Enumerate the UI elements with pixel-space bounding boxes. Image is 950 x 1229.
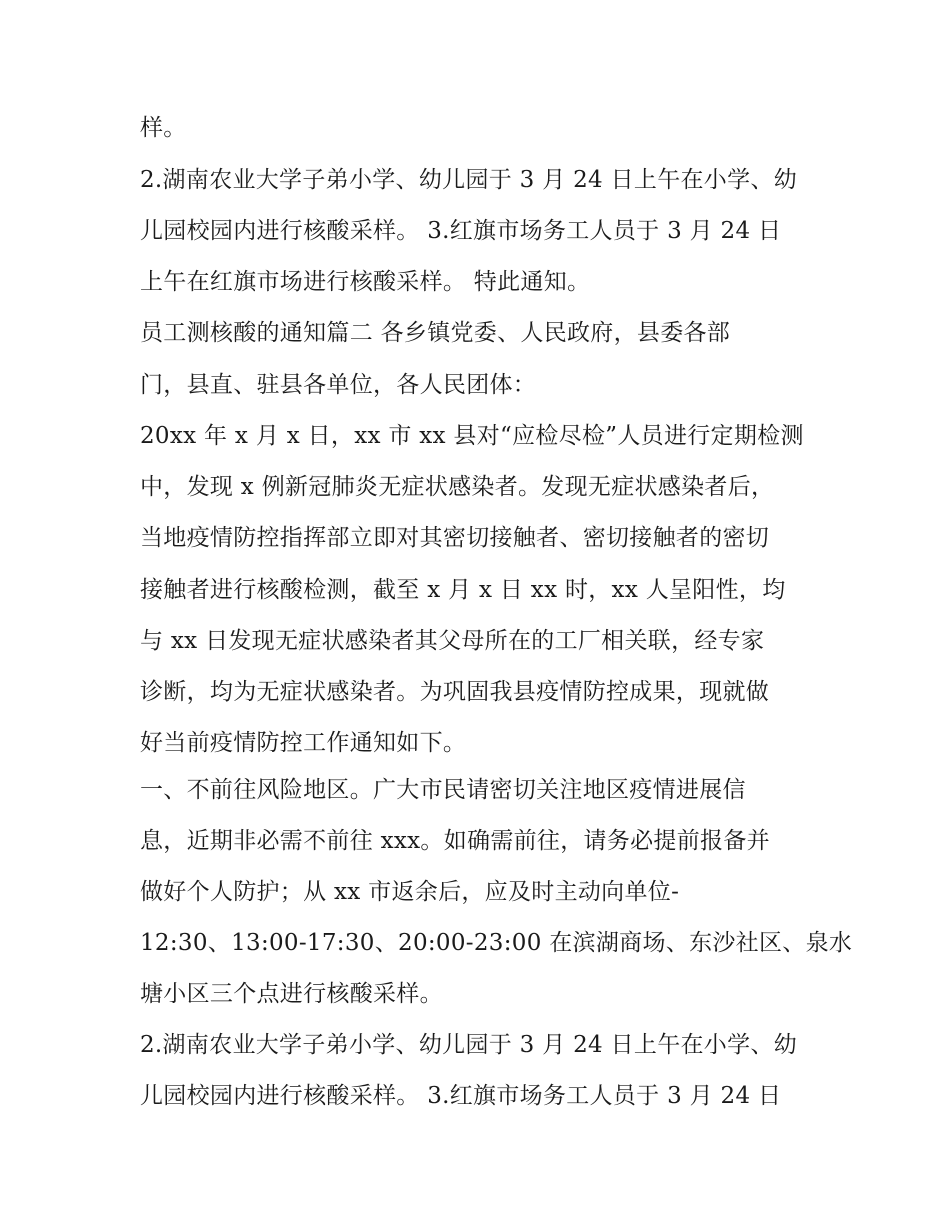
text-line: 诊断，均为无症状感染者。为巩固我县疫情防控成果，现就做 [140,679,770,705]
text-line: 塘小区三个点进行核酸采样。 [140,981,443,1007]
text-line: 中，发现 x 例新冠肺炎无症状感染者。发现无症状感染者后， [140,474,775,500]
text-line: 儿园校园内进行核酸采样。 3.红旗市场务工人员于 3 月 24 日 [140,1083,782,1109]
text-line: 2.湖南农业大学子弟小学、幼儿园于 3 月 24 日上午在小学、幼 [140,167,797,193]
text-line: 员工测核酸的通知篇二 各乡镇党委、人民政府，县委各部 [140,320,731,346]
text-line: 做好个人防护；从 xx 市返余后，应及时主动向单位- [140,879,680,905]
text-line: 12:30、13:00-17:30、20:00-23:00 在滨湖商场、东沙社区、泉水 [140,930,853,956]
text-line: 20xx 年 x 月 x 日，xx 市 xx 县对“应检尽检”人员进行定期检测 [140,423,804,449]
text-line: 当地疫情防控指挥部立即对其密切接触者、密切接触者的密切 [140,525,770,551]
text-line: 与 xx 日发现无症状感染者其父母所在的工厂相关联，经专家 [140,628,765,654]
text-line: 样。 [140,115,187,141]
text-line: 一、不前往风险地区。广大市民请密切关注地区疫情进展信 [140,777,746,803]
text-line: 上午在红旗市场进行核酸采样。 特此通知。 [140,269,591,295]
text-line: 息，近期非必需不前往 xxx。如确需前往，请务必提前报备并 [140,828,770,854]
text-line: 接触者进行核酸检测，截至 x 月 x 日 xx 时，xx 人呈阳性，均 [140,577,786,603]
text-line: 门，县直、驻县各单位，各人民团体： [140,372,537,398]
text-line: 儿园校园内进行核酸采样。 3.红旗市场务工人员于 3 月 24 日 [140,218,782,244]
text-line: 好当前疫情防控工作通知如下。 [140,730,467,756]
text-line: 2.湖南农业大学子弟小学、幼儿园于 3 月 24 日上午在小学、幼 [140,1032,797,1058]
